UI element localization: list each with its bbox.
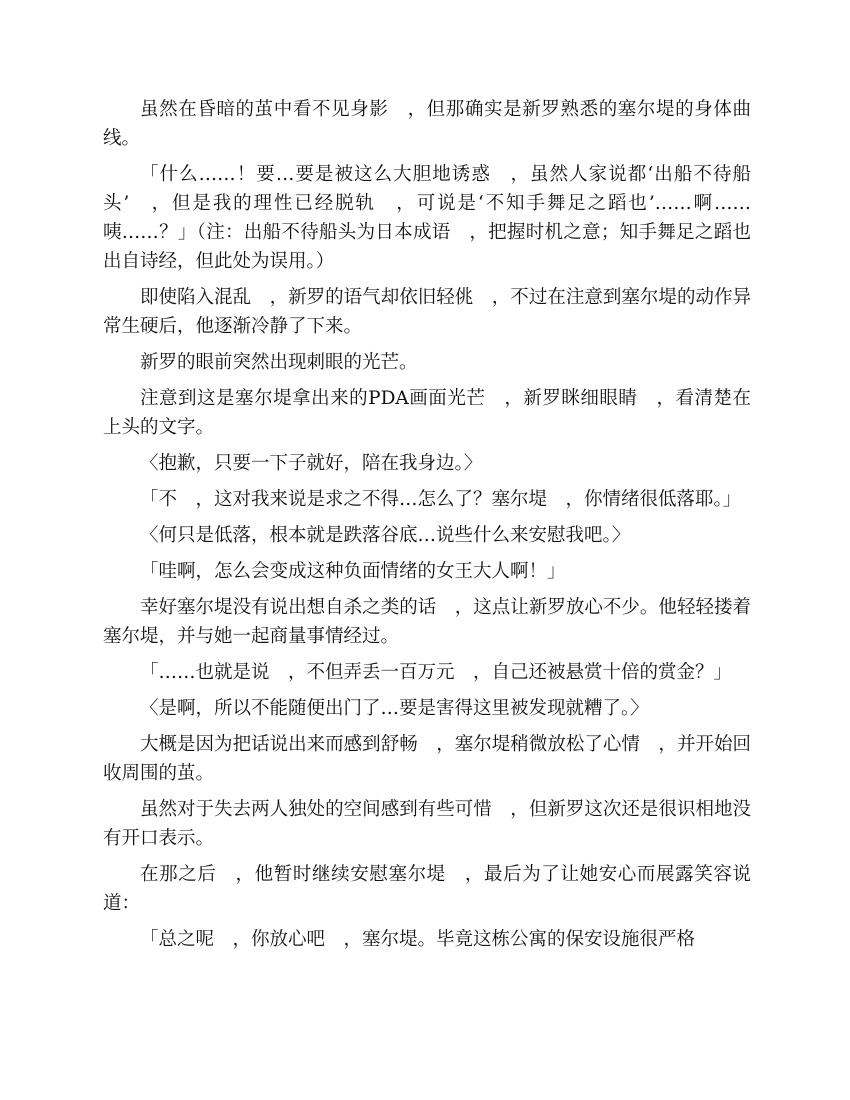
paragraph-11: 「……也就是说 ，不但弄丢一百万元 ，自己还被悬赏十倍的赏金？」 — [140, 662, 733, 683]
paragraph-6: 〈抱歉，只要一下子就好，陪在我身边。〉 — [140, 453, 483, 474]
paragraph-14: 虽然对于失去两人独处的空间感到有些可惜 ，但新罗这次还是很识相地没有开口表示。 — [103, 799, 751, 849]
paragraph-16: 「总之呢 ，你放心吧 ，塞尔堤。毕竟这栋公寓的保安设施很严格 — [140, 929, 696, 950]
paragraph-1: 虽然在昏暗的茧中看不见身影 ，但那确实是新罗熟悉的塞尔堤的身体曲线。 — [103, 99, 751, 149]
paragraph-15: 在那之后 ，他暂时继续安慰塞尔堤 ，最后为了让她安心而展露笑容说道： — [103, 864, 751, 914]
paragraph-9: 「哇啊，怎么会变成这种负面情绪的女王大人啊！」 — [140, 561, 566, 582]
body-text — [103, 95, 751, 961]
paragraph-7: 「不 ，这对我来说是求之不得…怎么了？塞尔堤 ，你情绪很低落耶。」 — [140, 489, 742, 510]
paragraph-10: 幸好塞尔堤没有说出想自杀之类的话 ，这点让新罗放心不少。他轻轻搂着塞尔堤，并与她一起商量事情经过。 — [103, 597, 751, 647]
paragraph-13: 大概是因为把话说出来而感到舒畅 ，塞尔堤稍微放松了心情 ，并开始回收周围的茧。 — [103, 734, 751, 784]
paragraph-5: 注意到这是塞尔堤拿出来的PDA画面光芒 ，新罗眯细眼睛 ，看清楚在上头的文字。 — [103, 388, 751, 438]
paragraph-8: 〈何只是低落，根本就是跌落谷底…说些什么来安慰我吧。〉 — [140, 525, 631, 546]
paragraph-12: 〈是啊，所以不能随便出门了…要是害得这里被发现就糟了。〉 — [140, 698, 649, 719]
paragraph-2: 「什么……！要…要是被这么大胆地诱惑 ，虽然人家说都‘出船不待船头’ ，但是我的理性已经脱轨 ，可说是‘不知手舞足之蹈也’……啊……咦……？」（注：出船不待船头为日本成语 ，把握时机之意；知手舞足之蹈也出自诗经，但此处为误用。） — [103, 164, 751, 272]
paragraph-3: 即使陷入混乱 ，新罗的语气却依旧轻佻 ，不过在注意到塞尔堤的动作异常生硬后，他逐渐冷静了下来。 — [103, 287, 751, 337]
paragraph-4: 新罗的眼前突然出现刺眼的光芒。 — [140, 352, 418, 373]
